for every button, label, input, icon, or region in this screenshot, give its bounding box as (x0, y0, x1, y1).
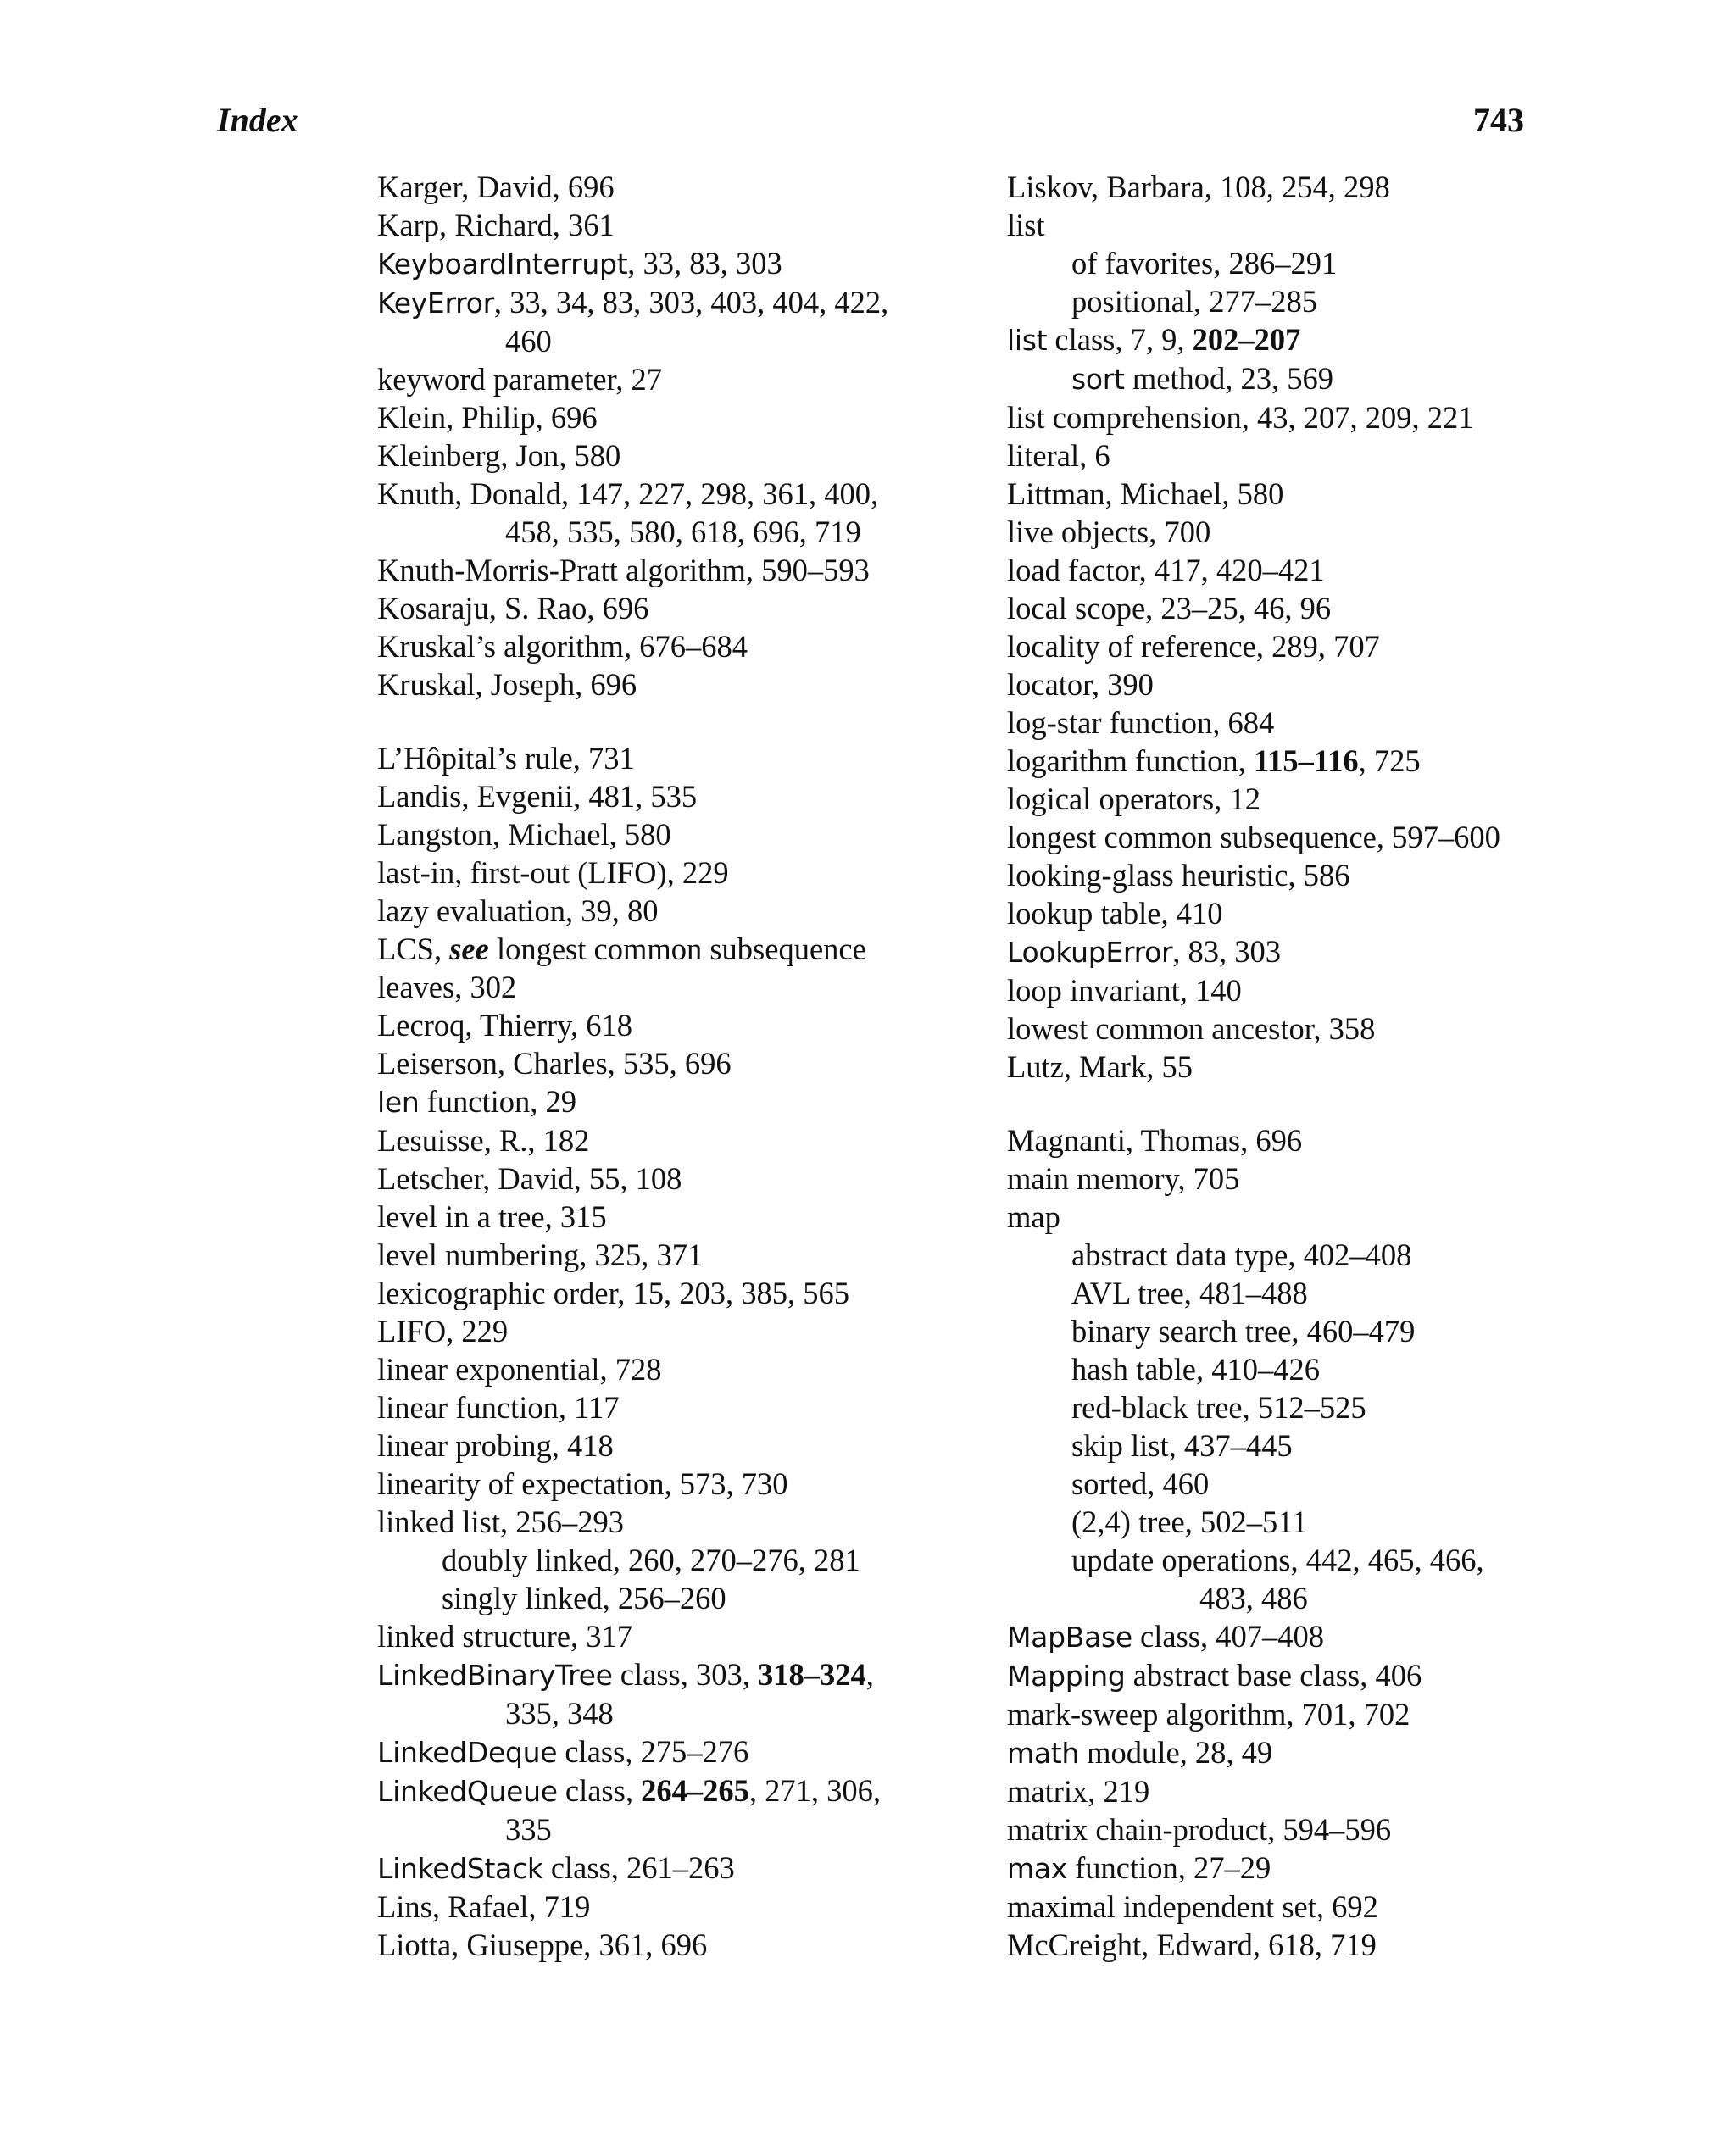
index-entry (1007, 475, 1634, 513)
entry-text: of favorites, 286–291 (1071, 246, 1338, 281)
code-term: KeyError (377, 286, 494, 320)
index-entry (1007, 1656, 1634, 1695)
entry-text: Karp, Richard, 361 (377, 208, 615, 242)
primary-page-range: 202–207 (1192, 322, 1301, 357)
entry-text: function, 27–29 (1067, 1850, 1271, 1885)
entry-text: leaves, 302 (377, 970, 517, 1004)
entry-text: AVL tree, 481–488 (1071, 1276, 1308, 1310)
index-subentry (1007, 1312, 1634, 1350)
index-subentry (1007, 1503, 1634, 1541)
index-subentry (1007, 244, 1634, 282)
entry-text: LIFO, 229 (377, 1314, 509, 1349)
index-entry (377, 1655, 1004, 1732)
entry-text: Lecroq, Thierry, 618 (377, 1008, 633, 1043)
entry-text: Lutz, Mark, 55 (1007, 1049, 1193, 1084)
code-term: KeyboardInterrupt (377, 247, 628, 281)
index-entry (1007, 1198, 1634, 1236)
index-subentry (1007, 1236, 1634, 1274)
entry-text: Langston, Michael, 580 (377, 817, 671, 852)
entry-text: Liskov, Barbara, 108, 254, 298 (1007, 170, 1390, 204)
entry-text: Kosaraju, S. Rao, 696 (377, 591, 649, 626)
index-entry (377, 1771, 1004, 1849)
index-entry (1007, 932, 1634, 971)
index-entry (377, 854, 1004, 892)
index-entry (377, 1006, 1004, 1044)
index-entry (377, 551, 1004, 589)
index-entry (377, 1465, 1004, 1503)
entry-text: locator, 390 (1007, 667, 1154, 702)
index-entry (377, 665, 1004, 703)
entry-text: skip list, 437–445 (1071, 1428, 1293, 1463)
index-subentry (1007, 1426, 1634, 1465)
index-entry (377, 1617, 1004, 1655)
entry-text: maximal independent set, 692 (1007, 1889, 1378, 1924)
entry-text: class, 407–408 (1132, 1619, 1324, 1654)
index-entry (1007, 856, 1634, 894)
entry-text: Landis, Evgenii, 481, 535 (377, 779, 698, 814)
entry-text: Letscher, David, 55, 108 (377, 1161, 682, 1196)
entry-text: level in a tree, 315 (377, 1199, 607, 1234)
entry-text: sorted, 460 (1071, 1466, 1210, 1501)
entry-text: positional, 277–285 (1071, 284, 1317, 319)
index-entry (1007, 513, 1634, 551)
index-entry (1007, 665, 1634, 703)
index-entry (1007, 1617, 1634, 1656)
index-entry (377, 589, 1004, 627)
code-term: list (1007, 324, 1048, 357)
index-entry (377, 777, 1004, 815)
index-entry (1007, 398, 1634, 437)
index-entry (377, 930, 1004, 968)
code-term: Mapping (1007, 1660, 1126, 1693)
index-entry (377, 1388, 1004, 1426)
index-entry (1007, 589, 1634, 627)
index-entry (377, 1121, 1004, 1159)
entry-text: map (1007, 1199, 1060, 1234)
entry-text: Knuth, Donald, 147, 227, 298, 361, 400, (377, 476, 879, 511)
index-entry (377, 1082, 1004, 1121)
code-term: math (1007, 1737, 1080, 1770)
index-entry (1007, 206, 1634, 244)
index-entry (377, 1503, 1004, 1541)
index-entry (377, 1926, 1004, 1964)
entry-text: class, 261–263 (542, 1850, 735, 1885)
entry-text-tail: longest common subsequence (488, 931, 866, 966)
index-entry (1007, 1733, 1634, 1772)
entry-text: module, 28, 49 (1079, 1735, 1273, 1770)
entry-text: main memory, 705 (1007, 1161, 1240, 1196)
code-term: LinkedBinaryTree (377, 1659, 613, 1692)
entry-text: method, 23, 569 (1124, 361, 1334, 396)
entry-text: binary search tree, 460–479 (1071, 1314, 1416, 1349)
entry-text: lookup table, 410 (1007, 896, 1223, 931)
entry-text: logarithm function, (1007, 743, 1254, 778)
primary-page-range: 318–324 (757, 1657, 866, 1692)
entry-text: matrix, 219 (1007, 1774, 1150, 1809)
code-term: LinkedStack (377, 1852, 543, 1885)
entry-text: abstract data type, 402–408 (1071, 1237, 1412, 1272)
entry-text: singly linked, 256–260 (442, 1581, 726, 1615)
index-entry (377, 1888, 1004, 1926)
entry-text: L’Hôpital’s rule, 731 (377, 741, 635, 776)
index-entry (377, 815, 1004, 854)
entry-text: lowest common ancestor, 358 (1007, 1011, 1376, 1046)
index-entry (377, 168, 1004, 206)
entry-continuation: 335, 348 (505, 1696, 614, 1731)
index-entry (1007, 320, 1634, 359)
entry-text: list comprehension, 43, 207, 209, 221 (1007, 400, 1474, 435)
index-subentry (1007, 1388, 1634, 1426)
entry-text: LCS, (377, 931, 450, 966)
entry-text: McCreight, Edward, 618, 719 (1007, 1927, 1377, 1962)
entry-text: longest common subsequence, 597–600 (1007, 820, 1500, 854)
code-term: max (1007, 1852, 1067, 1885)
index-entry (377, 627, 1004, 665)
entry-text: mark-sweep algorithm, 701, 702 (1007, 1697, 1410, 1732)
entry-text: doubly linked, 260, 270–276, 281 (442, 1543, 860, 1577)
index-entry (377, 206, 1004, 244)
entry-text: looking-glass heuristic, 586 (1007, 858, 1350, 893)
index-entry (1007, 742, 1634, 780)
index-entry (377, 892, 1004, 930)
entry-continuation: 458, 535, 580, 618, 696, 719 (505, 514, 861, 549)
code-term: len (377, 1086, 420, 1119)
letter-group-gap (377, 703, 1004, 739)
entry-text: Karger, David, 696 (377, 170, 615, 204)
running-header-section: Index (217, 101, 298, 139)
index-entry (377, 1426, 1004, 1465)
code-term: sort (1071, 363, 1125, 396)
index-entry (1007, 894, 1634, 932)
entry-text: class, 275–276 (557, 1734, 749, 1769)
entry-text: load factor, 417, 420–421 (1007, 553, 1325, 587)
entry-text: abstract base class, 406 (1125, 1658, 1422, 1693)
entry-text: last-in, first-out (LIFO), 229 (377, 855, 729, 890)
entry-text: Klein, Philip, 696 (377, 400, 598, 435)
entry-text: matrix chain-product, 594–596 (1007, 1812, 1392, 1847)
index-entry (1007, 1695, 1634, 1733)
index-entry (377, 739, 1004, 777)
entry-text: loop invariant, 140 (1007, 973, 1242, 1008)
page-number: 743 (1473, 101, 1524, 139)
entry-text: log-star function, 684 (1007, 705, 1275, 740)
index-entry (377, 1198, 1004, 1236)
index-entry (377, 1236, 1004, 1274)
primary-page-range: 115–116 (1253, 743, 1359, 778)
index-subentry (377, 1579, 1004, 1617)
entry-text: Kleinberg, Jon, 580 (377, 438, 621, 473)
entry-text: Liotta, Giuseppe, 361, 696 (377, 1927, 708, 1962)
index-entry (1007, 818, 1634, 856)
entry-text: class, 7, 9, (1047, 322, 1193, 357)
entry-text: linear function, 117 (377, 1390, 620, 1425)
index-entry (377, 1159, 1004, 1198)
entry-text: lexicographic order, 15, 203, 385, 565 (377, 1276, 850, 1310)
entry-text: list (1007, 208, 1045, 242)
index-entry (1007, 437, 1634, 475)
entry-text: Kruskal’s algorithm, 676–684 (377, 629, 748, 664)
entry-continuation: 335 (505, 1812, 552, 1847)
entry-text: Magnanti, Thomas, 696 (1007, 1123, 1303, 1158)
entry-text: linear probing, 418 (377, 1428, 614, 1463)
index-entry (1007, 703, 1634, 742)
entry-text: Lesuisse, R., 182 (377, 1123, 590, 1158)
index-subentry (1007, 1465, 1634, 1503)
letter-group-gap (1007, 1086, 1634, 1121)
entry-text: , 33, 83, 303 (627, 246, 782, 281)
entry-text: (2,4) tree, 502–511 (1071, 1504, 1308, 1539)
index-entry (377, 1732, 1004, 1771)
entry-continuation: 483, 486 (1199, 1581, 1308, 1615)
entry-text: Leiserson, Charles, 535, 696 (377, 1046, 732, 1081)
index-entry (377, 437, 1004, 475)
entry-text-tail: , 725 (1358, 743, 1421, 778)
entry-text: keyword parameter, 27 (377, 362, 663, 397)
index-entry (377, 1312, 1004, 1350)
index-subentry (1007, 1350, 1634, 1388)
index-entry (1007, 1009, 1634, 1048)
entry-text: locality of reference, 289, 707 (1007, 629, 1380, 664)
entry-text: logical operators, 12 (1007, 781, 1261, 816)
entry-text: level numbering, 325, 371 (377, 1237, 704, 1272)
code-term: LinkedQueue (377, 1775, 558, 1808)
index-subentry (1007, 282, 1634, 320)
index-entry (1007, 1121, 1634, 1159)
index-entry (1007, 551, 1634, 589)
entry-text: class, (557, 1773, 642, 1808)
entry-text: linked structure, 317 (377, 1619, 633, 1654)
index-subentry (377, 1541, 1004, 1579)
entry-text: Littman, Michael, 580 (1007, 476, 1284, 511)
index-entry (377, 398, 1004, 437)
entry-text: linked list, 256–293 (377, 1504, 624, 1539)
code-term: MapBase (1007, 1621, 1132, 1654)
index-entry (1007, 1926, 1634, 1964)
index-entry (1007, 1888, 1634, 1926)
entry-text: hash table, 410–426 (1071, 1352, 1320, 1387)
index-entry (1007, 627, 1634, 665)
index-entry (1007, 1849, 1634, 1888)
entry-text: update operations, 442, 465, 466, (1071, 1543, 1484, 1577)
entry-text: function, 29 (419, 1084, 577, 1119)
index-column-left (377, 168, 1004, 1964)
index-entry (377, 244, 1004, 283)
index-entry (377, 283, 1004, 360)
index-entry (1007, 1810, 1634, 1849)
entry-continuation: 460 (505, 324, 552, 359)
entry-text: class, 303, (612, 1657, 758, 1692)
code-term: LookupError (1007, 936, 1173, 969)
entry-text: linearity of expectation, 573, 730 (377, 1466, 788, 1501)
code-term: LinkedDeque (377, 1736, 558, 1769)
entry-text: , 83, 303 (1172, 934, 1282, 969)
index-subentry (1007, 1541, 1634, 1617)
entry-text: red-black tree, 512–525 (1071, 1390, 1366, 1425)
entry-text: , 33, 34, 83, 303, 403, 404, 422, (493, 285, 889, 320)
entry-text: Lins, Rafael, 719 (377, 1889, 591, 1924)
index-entry (377, 360, 1004, 398)
index-entry (1007, 1159, 1634, 1198)
entry-text-tail: , (865, 1657, 874, 1692)
index-entry (1007, 971, 1634, 1009)
entry-text: literal, 6 (1007, 438, 1110, 473)
entry-text: linear exponential, 728 (377, 1352, 662, 1387)
index-column-right (1007, 168, 1634, 1964)
entry-text: local scope, 23–25, 46, 96 (1007, 591, 1332, 626)
index-entry (377, 1274, 1004, 1312)
entry-text: live objects, 700 (1007, 514, 1211, 549)
index-entry (377, 1044, 1004, 1082)
index-entry (1007, 1048, 1634, 1086)
index-entry (1007, 780, 1634, 818)
index-entry (377, 475, 1004, 551)
index-subentry (1007, 1274, 1634, 1312)
primary-page-range: 264–265 (641, 1773, 749, 1808)
index-entry (1007, 168, 1634, 206)
entry-text-tail: , 271, 306, (748, 1773, 881, 1808)
index-entry (377, 1350, 1004, 1388)
entry-text: Kruskal, Joseph, 696 (377, 667, 637, 702)
entry-text: lazy evaluation, 39, 80 (377, 893, 659, 928)
index-entry (1007, 1772, 1634, 1810)
index-subentry (1007, 359, 1634, 398)
index-entry (377, 1849, 1004, 1888)
index-entry (377, 968, 1004, 1006)
see-reference: see (449, 931, 489, 966)
entry-text: Knuth-Morris-Pratt algorithm, 590–593 (377, 553, 870, 587)
